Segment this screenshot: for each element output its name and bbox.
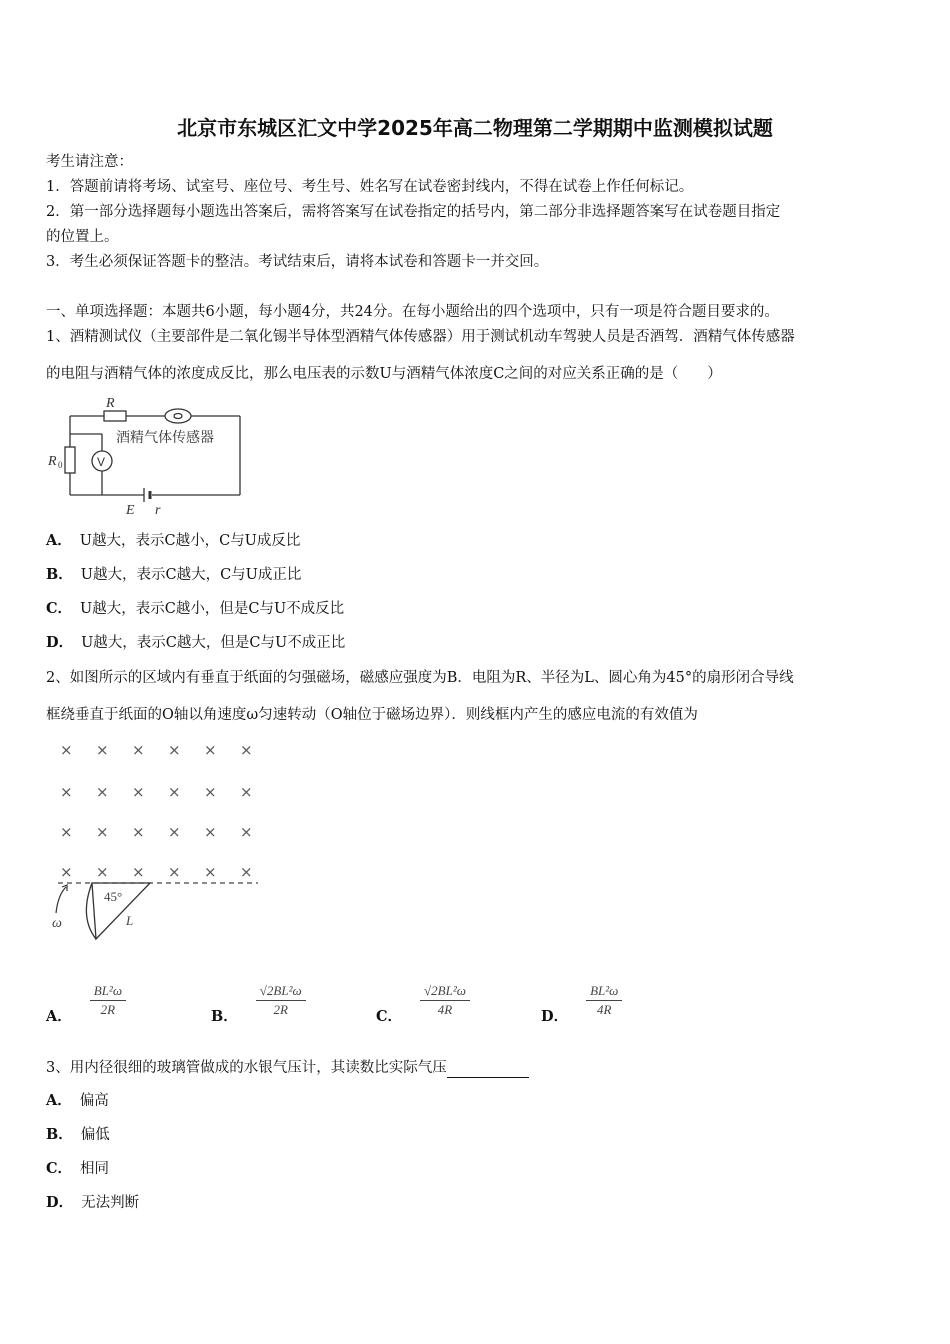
q3-option-c: C． 相同	[46, 1160, 110, 1177]
q2-option-b: B． $\frac{\text{√2BL²ω}}{2R}$	[211, 975, 306, 1026]
fraction: $\frac{\text{√2BL²ω}}{4R}$	[420, 983, 470, 1018]
label-e: E	[126, 503, 135, 518]
section-heading: 一、单项选择题：本题共6小题，每小题4分，共24分。在每小题给出的四个选项中，只有一项是符合题目要求的。	[46, 304, 779, 320]
notice-item: 的位置上。	[46, 229, 119, 245]
page-title: 北京市东城区汇文中学2025年高二物理第二学期期中监测模拟试题	[177, 116, 773, 140]
notice-heading: 考生请注意：	[46, 154, 133, 170]
field-cross: ×	[60, 823, 73, 841]
field-cross: ×	[132, 741, 145, 759]
field-cross: ×	[96, 783, 109, 801]
field-cross: ×	[168, 783, 181, 801]
field-cross: ×	[132, 863, 145, 881]
rotation-arrow	[56, 887, 66, 913]
notice-item: 3．考生必须保证答题卡的整洁。考试结束后，请将本试卷和答题卡一并交回。	[46, 254, 549, 270]
circuit-diagram	[44, 392, 244, 522]
field-cross: ×	[60, 741, 73, 759]
label-v: V	[97, 455, 106, 469]
fraction: $\frac{\text{BL²ω}}{4R}$	[586, 983, 622, 1018]
label-r-internal: r	[155, 503, 161, 518]
q1-option-c: C． U越大，表示C越小，但是C与U不成反比	[46, 600, 345, 617]
q2-option-a: A． $\frac{\text{BL²ω}}{2R}$	[46, 975, 126, 1026]
label-sensor: 酒精气体传感器	[116, 430, 214, 446]
field-cross: ×	[204, 741, 217, 759]
field-cross: ×	[204, 863, 217, 881]
answer-blank	[447, 1063, 529, 1078]
q3-option-d: D． 无法判断	[46, 1194, 140, 1211]
field-cross: ×	[132, 783, 145, 801]
field-cross: ×	[240, 823, 253, 841]
fraction: $\frac{\text{√2BL²ω}}{2R}$	[256, 983, 306, 1018]
field-cross: ×	[240, 741, 253, 759]
field-cross: ×	[96, 823, 109, 841]
field-cross: ×	[60, 863, 73, 881]
q1-option-d: D． U越大，表示C越大，但是C与U不成正比	[46, 634, 346, 651]
q1-stem-line1: 1、酒精测试仪（主要部件是二氧化锡半导体型酒精气体传感器）用于测试机动车驾驶人员是否酒驾．酒精气体传感器	[46, 329, 795, 345]
field-cross: ×	[96, 863, 109, 881]
label-r0: R	[48, 454, 57, 469]
q2-option-c: C． $\frac{\text{√2BL²ω}}{4R}$	[376, 975, 470, 1026]
notice-item: 1．答题前请将考场、试室号、座位号、考生号、姓名写在试卷密封线内，不得在试卷上作任何标记。	[46, 179, 694, 195]
label-omega: ω	[52, 916, 62, 931]
q2-stem-line2: 框绕垂直于纸面的O轴以角速度ω匀速转动（O轴位于磁场边界）．则线框内产生的感应电流的有效值为	[46, 707, 698, 723]
q2-stem-line1: 2、如图所示的区域内有垂直于纸面的匀强磁场，磁感应强度为B．电阻为R、半径为L、圆心角为45°的扇形闭合导线	[46, 670, 794, 686]
q3-option-b: B． 偏低	[46, 1126, 110, 1143]
q1-stem-line2: 的电阻与酒精气体的浓度成反比，那么电压表的示数U与酒精气体浓度C之间的对应关系正确的是（ ）	[46, 366, 722, 382]
resistor-r0	[65, 447, 75, 473]
field-cross: ×	[132, 823, 145, 841]
q3-stem: 3、用内径很细的玻璃管做成的水银气压计，其读数比实际气压	[46, 1058, 529, 1078]
field-cross: ×	[168, 823, 181, 841]
field-cross: ×	[240, 863, 253, 881]
label-r: R	[106, 396, 115, 411]
sensor-symbol	[165, 409, 191, 423]
fraction: $\frac{\text{BL²ω}}{2R}$	[90, 983, 126, 1018]
q1-option-b: B． U越大，表示C越大，C与U成正比	[46, 566, 302, 583]
notice-item: 2．第一部分选择题每小题选出答案后，需将答案写在试卷指定的括号内，第二部分非选择题答案写在试卷题目指定	[46, 204, 781, 220]
q3-option-a: A． 偏高	[46, 1092, 109, 1109]
resistor-r	[104, 411, 126, 421]
label-radius: L	[126, 913, 134, 928]
field-cross: ×	[204, 823, 217, 841]
field-cross: ×	[168, 863, 181, 881]
q2-option-d: D． $\frac{\text{BL²ω}}{4R}$	[541, 975, 622, 1026]
q1-option-a: A． U越大，表示C越小，C与U成反比	[46, 532, 301, 549]
label-angle: 45°	[104, 889, 123, 904]
field-cross: ×	[204, 783, 217, 801]
field-cross: ×	[240, 783, 253, 801]
magnetic-field-diagram	[44, 735, 264, 945]
field-cross: ×	[168, 741, 181, 759]
label-r0-sub: 0	[58, 460, 63, 470]
field-cross: ×	[60, 783, 73, 801]
field-cross: ×	[96, 741, 109, 759]
